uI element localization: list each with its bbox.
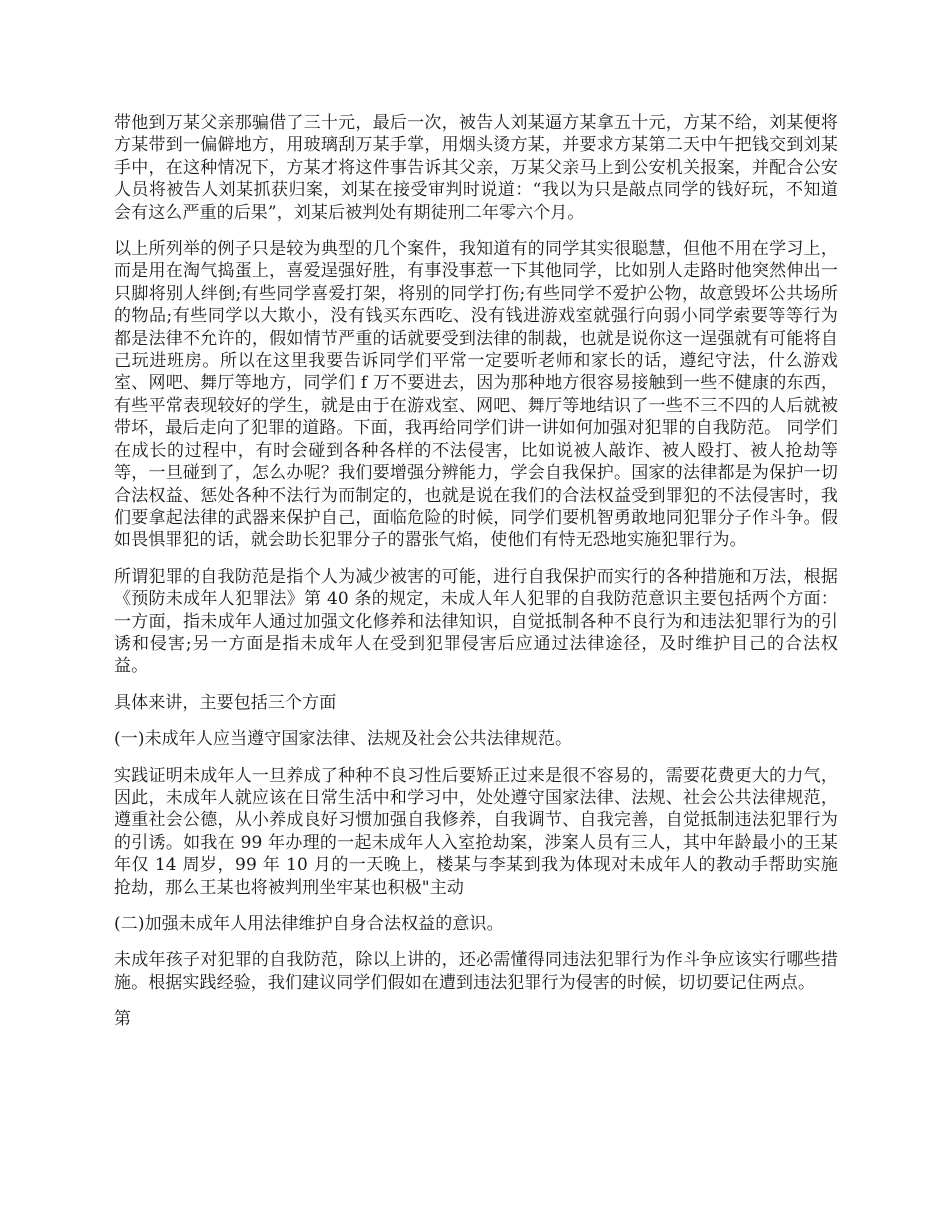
paragraph: 以上所列举的例子只是较为典型的几个案件，我知道有的同学其实很聪慧，但他不用在学习上，而是用在淘气捣蛋上，喜爱逞强好胜，有事没事惹一下其他同学，比如别人走路时他突然伸出一只脚将别人绊倒;有些同学喜爱打架，将别的同学打伤;有些同学不爱护公物，故意毁坏公共场所的物品;有些同学以大欺小，没有钱买东西吃、没有钱进游戏室就强行向弱小同学索要等等行为都是法律不允许的，假如情节严重的话就要受到法律的制裁，也就是说你这一逞强就有可能将自己玩进班房。所以在这里我要告诉同学们平常一定要听老师和家长的话，遵纪守法，什么游戏室、网吧、舞厅等地方，同学们 f 万不要进去，因为那种地方很容易接触到一些不健康的东西，有些平常表现较好的学生，就是由于在游戏室、网吧、舞厅等地结识了一些不三不四的人后就被带坏，最后走向了犯罪的道路。下面，我再给同学们讲一讲如何加强对犯罪的自我防范。 同学们在成长的过程中，有时会碰到各种各样的不法侵害，比如说被人敲诈、被人殴打、被人抢劫等等，一旦碰到了，怎么办呢？我们要增强分辨能力，学会自我保护。国家的法律都是为保护一切合法权益、惩处各种不法行为而制定的，也就是说在我们的合法权益受到罪犯的不法侵害时，我们要拿起法律的武器来保护自己，面临危险的时候，同学们要机智勇敢地同犯罪分子作斗争。假如畏惧罪犯的话，就会助长犯罪分子的嚣张气焰，使他们有恃无恐地实施犯罪行为。 <box>114 239 838 551</box>
paragraph: 带他到万某父亲那骗借了三十元，最后一次，被告人刘某逼方某拿五十元，方某不给，刘某便将方某带到一偏僻地方，用玻璃刮万某手掌，用烟头烫方某，并要求方某第二天中午把钱交到刘某手中，在这种情况下，方某才将这件事告诉其父亲，万某父亲马上到公安机关报案，并配合公安人员将被告人刘某抓获归案，刘某在接受审判时说道：“我以为只是敲点同学的钱好玩，不知道会有这么严重的后果”，刘某后被判处有期徒刑二年零六个月。 <box>114 113 838 223</box>
section-heading: (二)加强未成年人用法律维护自身合法权益的意识。 <box>114 914 504 934</box>
paragraph: 第 <box>114 1009 132 1030</box>
section-heading: (一)未成年人应当遵守国家法律、法规及社会公共法律规范。 <box>114 729 573 750</box>
document-body <box>114 112 838 1045</box>
paragraph: 实践证明未成年人一旦养成了种种不良习性后要矫正过来是很不容易的，需要花费更大的力气，因此，未成年人就应该在日常生活中和学习中，处处遵守国家法律、法规、社会公共法律规范，遵重社会公德，从小养成良好习惯加强自我修养，自我调节、自我完善，自觉抵制违法犯罪行为的引诱。如我在 99 年办理的一起未成年人入室抢劫案，涉案人员有三人，其中年龄最小的王某年仅 14 周岁，99 年 10 月的一天晚上，楼某与李某到我为体现对未成年人的教动手帮助实施抢劫，那么王某也将被判刑坐牢某也积极"主动 <box>114 765 838 898</box>
paragraph: 所谓犯罪的自我防范是指个人为减少被害的可能，进行自我保护而实行的各种措施和万法，根据《预防未成年人犯罪法》第 40 条的规定，未成人年人犯罪的自我防范意识主要包括两个方面：一方面，指未成年人通过加强文化修养和法律知识，自觉抵制各种不良行为和违法犯罪行为的引诱和侵害;另一方面是指未成年人在受到犯罪侵害后应通过法律途径，及时维护目己的合法权益。 <box>114 566 838 677</box>
paragraph: 未成年孩子对犯罪的自我防范，除以上讲的，还必需懂得同违法犯罪行为作斗争应该实行哪些措施。根据实践经验，我们建议同学们假如在遭到违法犯罪行为侵害的时候，切切要记住两点。 <box>114 950 838 993</box>
paragraph: 具体来讲，主要包括三个方面 <box>114 692 337 713</box>
